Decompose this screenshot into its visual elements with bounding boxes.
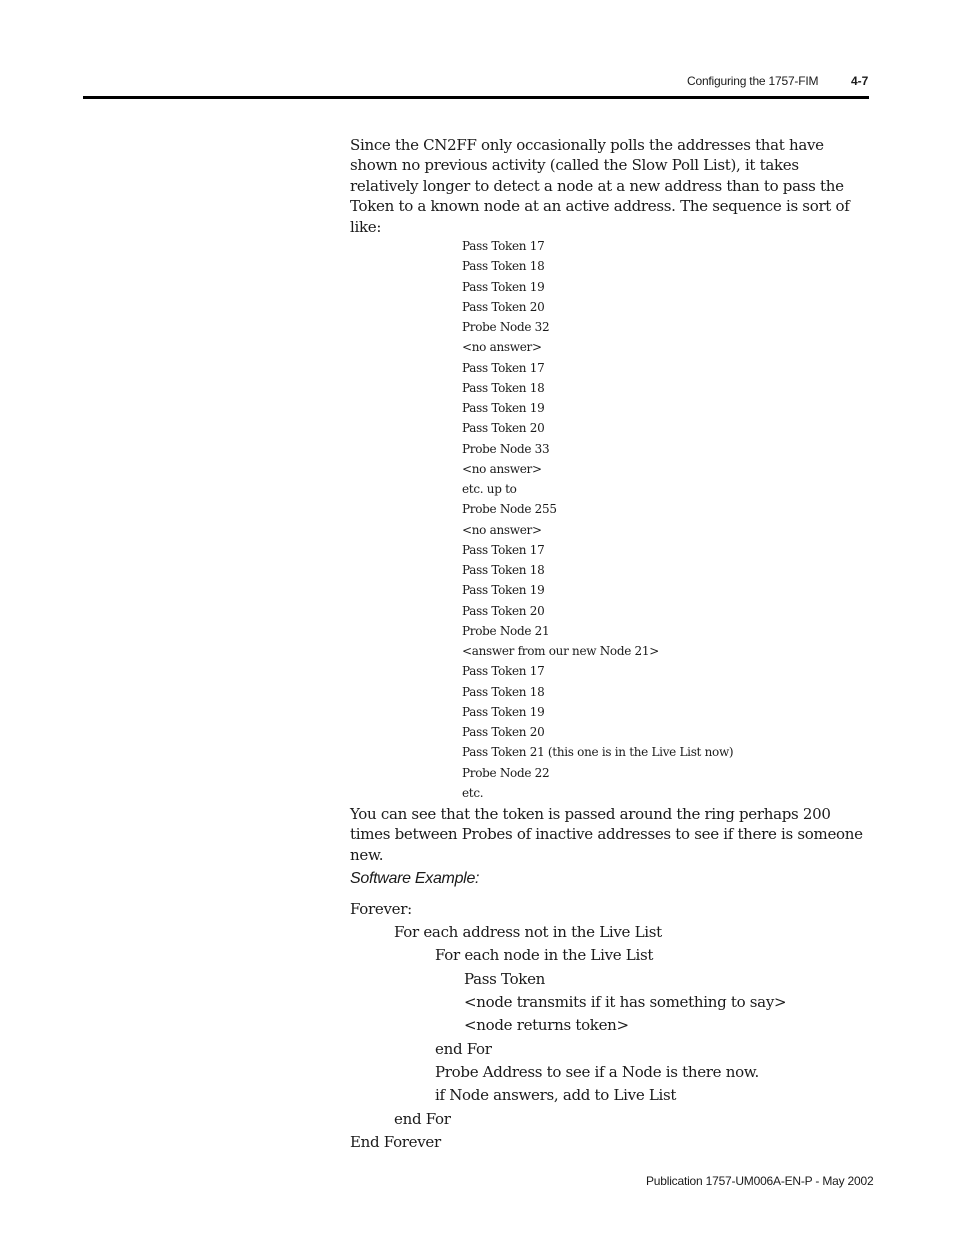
outro-paragraph: You can see that the token is passed around the ring perhaps 200 times between Probes of inactive addresses to see if there is someone new. — [350, 805, 863, 864]
sequence-line: etc. — [462, 785, 484, 800]
sequence-line: <no answer> — [462, 522, 542, 537]
sequence-line: Pass Token 20 — [462, 603, 545, 618]
token-sequence-list — [462, 236, 733, 803]
code-line: if Node answers, add to Live List — [435, 1086, 677, 1104]
sequence-line: Pass Token 19 — [462, 583, 545, 598]
code-line: end For — [435, 1040, 492, 1058]
software-example-heading: Software Example: — [350, 870, 480, 887]
sequence-line: <no answer> — [462, 340, 542, 355]
sequence-line: Pass Token 18 — [462, 563, 545, 577]
sequence-line: Pass Token 19 — [462, 279, 545, 294]
code-line: For each address not in the Live List — [394, 923, 662, 941]
sequence-line: Pass Token 17 — [462, 542, 545, 557]
sequence-line: Pass Token 17 — [462, 239, 545, 253]
sequence-line: Pass Token 20 — [462, 725, 545, 739]
code-line: Pass Token — [464, 970, 546, 988]
sequence-line: Pass Token 20 — [462, 299, 545, 314]
sequence-line: Probe Node 255 — [462, 502, 557, 517]
sequence-line: Pass Token 18 — [462, 684, 545, 699]
code-line: <node transmits if it has something to say> — [464, 993, 787, 1011]
code-line: Probe Address to see if a Node is there now. — [435, 1063, 760, 1081]
header-divider — [83, 96, 869, 99]
header-page-number: 4-7 — [851, 74, 869, 88]
header-section-title: Configuring the 1757-FIM — [687, 74, 819, 88]
sequence-line: Probe Node 21 — [462, 623, 550, 638]
sequence-line: Pass Token 17 — [462, 664, 545, 679]
intro-paragraph: Since the CN2FF only occasionally polls the addresses that have shown no previous activity (called the Slow Poll List), it takes relatively longer to detect a node at a new address than to pass the Token to a known node at an active address. The sequence is sort of like: — [350, 136, 850, 236]
sequence-line: <no answer> — [462, 461, 542, 476]
sequence-line: Probe Node 32 — [462, 320, 550, 334]
sequence-line: Pass Token 19 — [462, 704, 545, 719]
code-line: <node returns token> — [464, 1016, 629, 1034]
sequence-line: Pass Token 17 — [462, 360, 545, 375]
sequence-line: Pass Token 19 — [462, 401, 545, 415]
code-line: End Forever — [350, 1133, 441, 1151]
code-line: end For — [394, 1110, 451, 1128]
code-line: Forever: — [350, 900, 412, 918]
sequence-line: Probe Node 22 — [462, 765, 550, 780]
sequence-line: Pass Token 18 — [462, 259, 545, 274]
sequence-line: <answer from our new Node 21> — [462, 644, 659, 658]
sequence-line: Probe Node 33 — [462, 441, 550, 456]
sequence-line: Pass Token 18 — [462, 380, 545, 395]
sequence-line: etc. up to — [462, 482, 517, 496]
page-footer-publication: Publication 1757-UM006A-EN-P - May 2002 — [646, 1174, 874, 1188]
sequence-line: Pass Token 21 (this one is in the Live List now) — [462, 745, 734, 760]
code-line: For each node in the Live List — [435, 946, 654, 964]
sequence-line: Pass Token 20 — [462, 421, 545, 436]
